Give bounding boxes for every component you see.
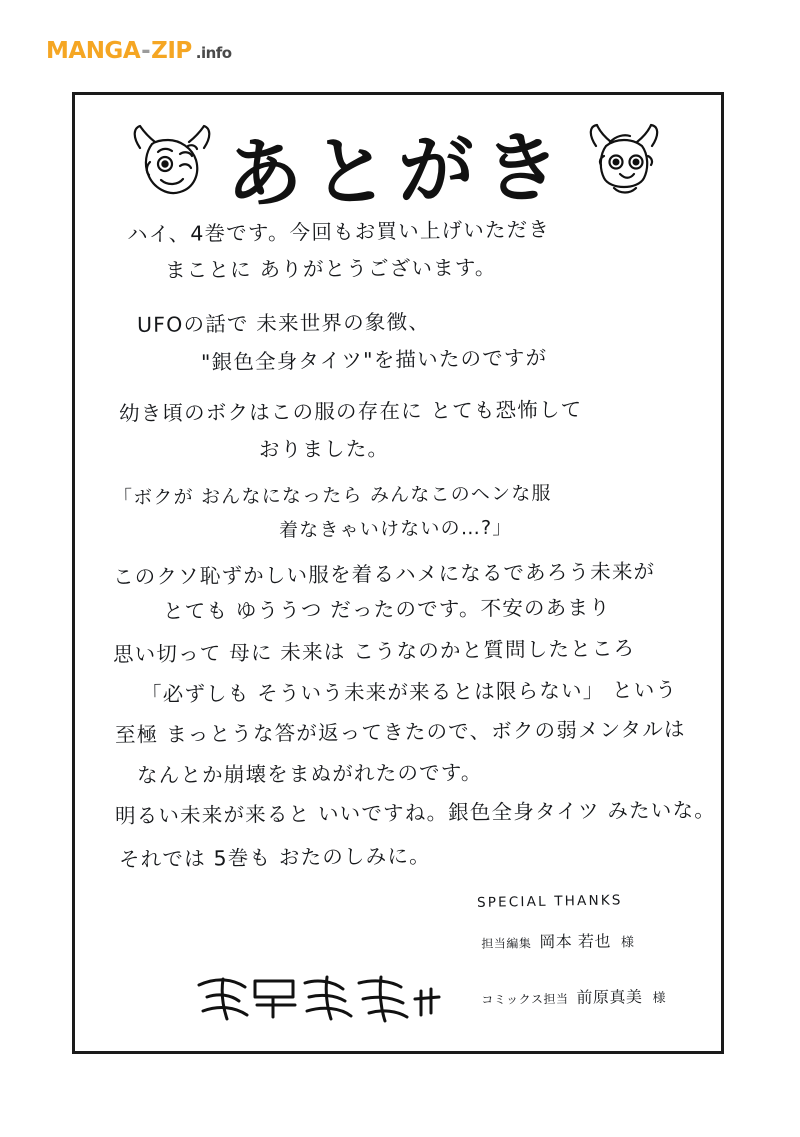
signature-strokes-icon [193,967,453,1029]
author-signature [193,967,453,1029]
afterword-body [109,213,717,872]
watermark-dash: - [141,38,151,64]
afterword-line: とても ゆううつ だったのです。不安のあまり [162,594,611,623]
special-thanks-entry [443,974,695,1020]
site-watermark [46,38,232,64]
watermark-manga: MANGA [46,38,141,64]
afterword-line: それでは 5巻も おたのしみに。 [118,843,431,872]
afterword-line: なんとか崩壊をまぬがれたのです。 [136,759,483,787]
afterword-line: 「ボクが おんなになったら みんなこのヘンな服 [112,482,552,510]
afterword-line: おりました。 [258,436,390,462]
special-thanks-name: 前原真美 [576,986,643,1006]
afterword-line: 着なきゃいけないの…?」 [278,516,513,542]
afterword-heading [75,109,721,219]
afterword-page [72,92,724,1054]
afterword-line: まことに ありがとうございます。 [164,254,497,282]
afterword-line: 思い切って 母に 未来は こうなのかと質問したところ [112,636,636,667]
special-thanks-name: 岡本 若也 [539,931,612,951]
afterword-line: 「必ずしも そういう未来が来るとは限らない」 という [140,677,678,706]
horned-creature-left-icon [128,122,216,206]
afterword-line: このクソ恥ずかしい服を着るハメになるであろう未来が [112,559,656,590]
afterword-line: 幼き頃のボクはこの服の存在に とても恐怖して [118,397,583,426]
special-thanks-role: 担当編集 [481,935,532,951]
special-thanks-title: SPECIAL THANKS [476,891,623,911]
special-thanks-block [443,891,695,1032]
special-thanks-honorific: 様 [652,989,667,1006]
special-thanks-honorific: 様 [620,934,635,950]
afterword-title: あとがき [225,121,572,219]
special-thanks-entry [443,919,695,965]
watermark-info: .info [195,44,232,62]
watermark-zip: ZIP [151,38,192,64]
horned-creature-right-icon [580,122,668,206]
afterword-line: 至極 まっとうな答が返ってきたので、ボクの弱メンタルは [114,717,686,748]
afterword-line: "銀色全身タイツ"を描いたのですが [200,345,548,374]
afterword-line: UFOの話で 未来世界の象徴、 [136,309,431,337]
afterword-line: 明るい未来が来ると いいですね。銀色全身タイツ みたいな。 [114,797,717,829]
special-thanks-role: コミックス担当 [481,991,569,1006]
afterword-line: ハイ、4巻です。今回もお買い上げいただき [126,217,551,247]
